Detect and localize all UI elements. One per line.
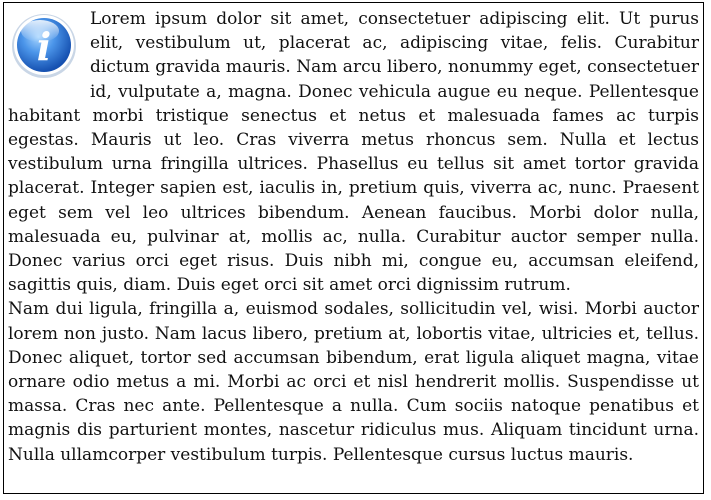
paragraph-2: Nam dui ligula, fringilla a, euismod sodales, sollicitudin vel, wisi. Morbi auctor lorem non justo. Nam lacus libero, pretium at, lobortis vitae, ultricies et, tellus. Donec aliquet, tortor sed accumsan bibendum, erat ligula aliquet magna, vitae ornare odio metus a mi. Morbi ac orci et nisl hendrerit mollis. Suspendisse ut massa. Cras nec ante. Pellentesque a nulla. Cum sociis natoque penatibus et magnis dis parturient montes, nascetur ridiculus mus. Aliquam tincidunt urna. Nulla ullamcorper vestibulum turpis. Pellentesque cursus luctus mauris. <box>8 299 699 465</box>
boxed-text-frame <box>3 2 704 494</box>
paragraph-1: Lorem ipsum dolor sit amet, consectetuer adipiscing elit. Ut purus elit, vestibulum ut, placerat ac, adipiscing vitae, felis. Curabitur dictum gravida mauris. Nam arcu libero, nonummy eget, consectetuer id, vulputate a, magna. Donec vehicula augue eu neque. Pellentesque habitant morbi tristique senectus et netus et malesuada fames ac turpis egestas. Mauris ut leo. Cras viverra metus rhoncus sem. Nulla et lectus vestibulum urna fringilla ultrices. Phasellus eu tellus sit amet tortor gravida placerat. Integer sapien est, iaculis in, pretium quis, viverra ac, nunc. Praesent eget sem vel leo ultrices bibendum. Aenean faucibus. Morbi dolor nulla, malesuada eu, pulvinar at, mollis ac, nulla. Curabitur auctor semper nulla. Donec varius orci eget risus. Duis nibh mi, congue eu, accumsan eleifend, sagittis quis, diam. Duis eget orci sit amet orci dignissim rutrum. <box>8 9 699 296</box>
info-icon-graphic <box>8 9 80 81</box>
icon-glyph: i <box>36 24 52 69</box>
info-icon <box>8 9 80 81</box>
text-content <box>8 7 699 467</box>
